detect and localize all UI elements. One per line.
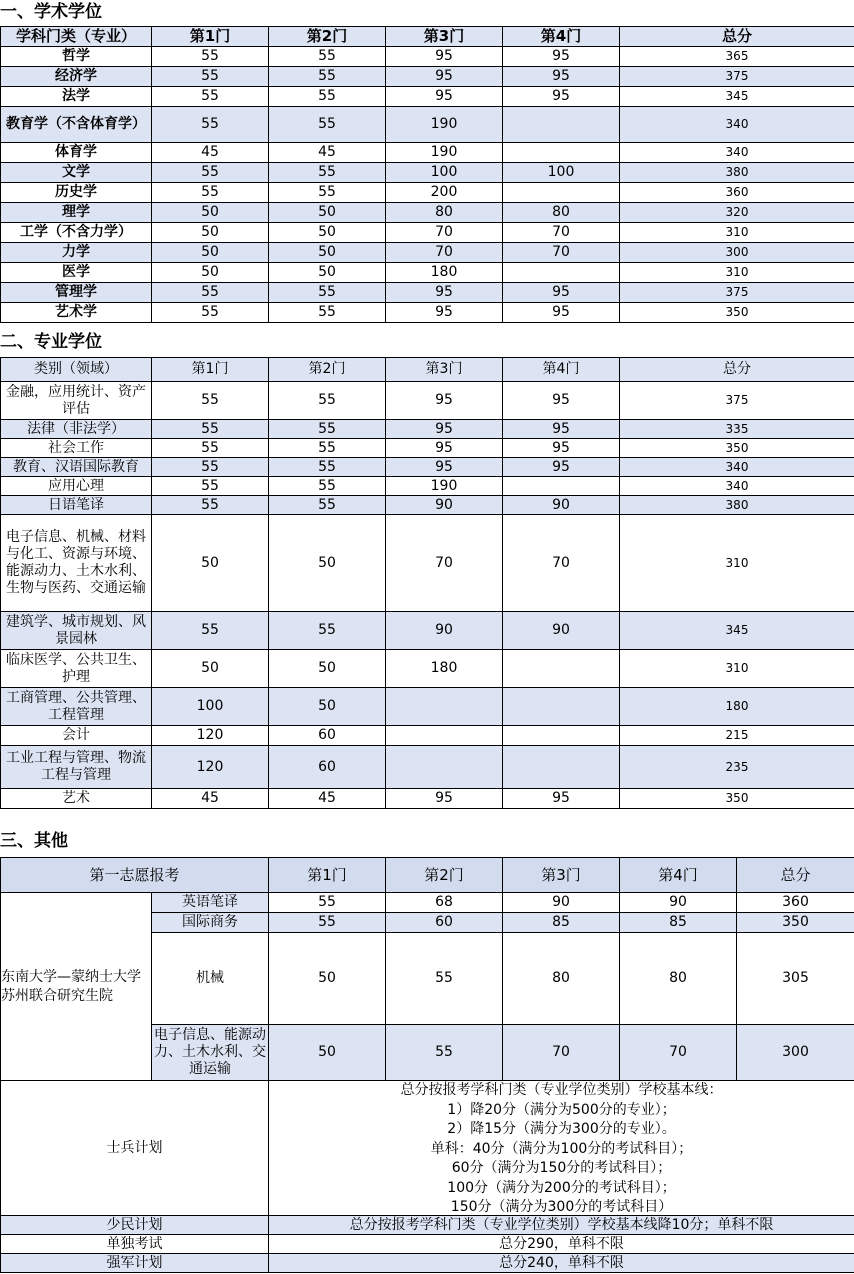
table-row (1, 1081, 854, 1216)
table-row (1, 1235, 854, 1254)
subject-score: 55 (269, 303, 386, 323)
total-score: 380 (620, 496, 854, 515)
category-name: 医学 (1, 263, 152, 283)
subject-score: 55 (152, 107, 269, 143)
subject-score: 50 (269, 243, 386, 263)
subject-score: 95 (503, 87, 620, 107)
table-row (1, 183, 854, 203)
total-score: 375 (620, 382, 854, 420)
category-name: 法律（非法学） (1, 420, 152, 439)
subject-score: 55 (152, 183, 269, 203)
subject-score: 55 (152, 87, 269, 107)
table-row (1, 243, 854, 263)
category-name: 历史学 (1, 183, 152, 203)
subject-score: 90 (386, 612, 503, 650)
subject-score: 95 (503, 382, 620, 420)
subject-score: 45 (152, 789, 269, 809)
total-score: 300 (620, 243, 854, 263)
header-cell: 第3门 (386, 358, 503, 382)
category-name: 法学 (1, 87, 152, 107)
table-row (1, 382, 854, 420)
total-score: 335 (620, 420, 854, 439)
subject-score: 55 (152, 496, 269, 515)
category-name: 工学（不含力学） (1, 223, 152, 243)
subject-score: 55 (152, 303, 269, 323)
table-cell: 90 (503, 893, 620, 913)
subject-score: 95 (386, 47, 503, 67)
subject-score (503, 477, 620, 496)
plan-rule (269, 1081, 854, 1216)
rule-line: 总分按报考学科门类（专业学位类别）学校基本线： (400, 1082, 723, 1098)
table-cell: 50 (269, 933, 386, 1025)
header-cell: 第4门 (503, 358, 620, 382)
rule-line: 1）降20分（满分为500分的专业）； (447, 1101, 676, 1118)
subject-score: 190 (386, 477, 503, 496)
subject-score (503, 726, 620, 746)
header-cell: 第1门 (152, 358, 269, 382)
institute-name: 东南大学—蒙纳士大学苏州联合研究生院 (1, 893, 152, 1081)
subject-score: 55 (152, 439, 269, 458)
subject-score: 95 (386, 382, 503, 420)
total-score: 350 (620, 439, 854, 458)
table-row (1, 283, 854, 303)
program-name: 电子信息、能源动力、土木水利、交通运输 (152, 1025, 269, 1081)
subject-score (503, 688, 620, 726)
table-row (1, 1254, 854, 1273)
table-row (1, 496, 854, 515)
subject-score: 55 (269, 47, 386, 67)
total-score: 215 (620, 726, 854, 746)
subject-score: 70 (503, 243, 620, 263)
total-score: 310 (620, 650, 854, 688)
rule-line: 100分（满分为200分的考试科目）； (447, 1179, 676, 1196)
subject-score: 95 (386, 789, 503, 809)
table-cell: 300 (737, 1025, 854, 1081)
subject-score: 45 (152, 143, 269, 163)
subject-score: 55 (269, 67, 386, 87)
subject-score (503, 107, 620, 143)
table-header-row (1, 358, 854, 382)
table-row (1, 263, 854, 283)
subject-score: 55 (152, 477, 269, 496)
subject-score: 55 (269, 283, 386, 303)
category-name: 临床医学、公共卫生、护理 (1, 650, 152, 688)
table-row (1, 87, 854, 107)
table-row (1, 515, 854, 612)
table-row (1, 1216, 854, 1235)
header-cell: 第2门 (386, 858, 503, 893)
category-name: 管理学 (1, 283, 152, 303)
table-cell: 350 (737, 913, 854, 933)
program-name: 机械 (152, 933, 269, 1025)
category-name: 经济学 (1, 67, 152, 87)
other-plans-table (0, 857, 854, 1273)
subject-score: 70 (386, 223, 503, 243)
subject-score: 55 (152, 67, 269, 87)
category-name: 体育学 (1, 143, 152, 163)
subject-score: 55 (152, 382, 269, 420)
subject-score: 90 (503, 496, 620, 515)
table-row (1, 477, 854, 496)
subject-score: 50 (269, 223, 386, 243)
subject-score: 180 (386, 263, 503, 283)
header-cell: 第1门 (152, 27, 269, 47)
header-cell: 学科门类（专业） (1, 27, 152, 47)
subject-score: 95 (503, 420, 620, 439)
table-cell: 90 (620, 893, 737, 913)
table-row (1, 746, 854, 789)
header-cell: 第3门 (503, 858, 620, 893)
subject-score: 95 (386, 303, 503, 323)
total-score: 345 (620, 87, 854, 107)
subject-score: 95 (386, 439, 503, 458)
total-score: 320 (620, 203, 854, 223)
total-score: 310 (620, 223, 854, 243)
subject-score: 50 (269, 688, 386, 726)
header-cell: 第4门 (620, 858, 737, 893)
category-name: 艺术学 (1, 303, 152, 323)
total-score: 310 (620, 263, 854, 283)
subject-score: 55 (269, 183, 386, 203)
total-score: 375 (620, 67, 854, 87)
category-name: 电子信息、机械、材料与化工、资源与环境、能源动力、土木水利、生物与医药、交通运输 (1, 515, 152, 612)
category-name: 金融，应用统计、资产评估 (1, 382, 152, 420)
table-row (1, 439, 854, 458)
subject-score: 55 (269, 612, 386, 650)
subject-score: 55 (269, 107, 386, 143)
total-score: 340 (620, 458, 854, 477)
table-row (1, 688, 854, 726)
table-cell: 80 (620, 933, 737, 1025)
subject-score: 50 (152, 223, 269, 243)
total-score: 360 (620, 183, 854, 203)
subject-score: 60 (269, 726, 386, 746)
subject-score: 50 (152, 243, 269, 263)
category-name: 文学 (1, 163, 152, 183)
section-title-academic: 一、学术学位 (0, 2, 102, 22)
table-header-row (1, 858, 854, 893)
subject-score: 55 (152, 163, 269, 183)
subject-score: 95 (503, 439, 620, 458)
subject-score: 50 (152, 650, 269, 688)
category-name: 教育学（不含体育学） (1, 107, 152, 143)
section-title-other: 三、其他 (0, 831, 68, 851)
plan-name: 单独考试 (1, 1235, 269, 1254)
subject-score: 55 (269, 496, 386, 515)
subject-score (386, 688, 503, 726)
table-cell: 85 (503, 913, 620, 933)
table-cell: 55 (386, 1025, 503, 1081)
subject-score: 55 (152, 47, 269, 67)
table-row (1, 107, 854, 143)
table-row (1, 650, 854, 688)
rule-line: 单科：40分（满分为100分的考试科目）； (430, 1140, 693, 1157)
subject-score: 50 (269, 650, 386, 688)
subject-score: 120 (152, 746, 269, 789)
plan-name: 士兵计划 (1, 1081, 269, 1216)
table-row (1, 223, 854, 243)
table-row (1, 303, 854, 323)
plan-rule: 总分按报考学科门类（专业学位类别）学校基本线降10分；单科不限 (269, 1216, 854, 1235)
subject-score: 190 (386, 107, 503, 143)
header-cell: 第2门 (269, 358, 386, 382)
subject-score: 80 (386, 203, 503, 223)
subject-score (503, 263, 620, 283)
subject-score: 55 (152, 612, 269, 650)
subject-score: 55 (269, 420, 386, 439)
subject-score: 55 (152, 420, 269, 439)
subject-score: 100 (386, 163, 503, 183)
rule-line: 2）降15分（满分为300分的专业）。 (447, 1121, 676, 1137)
academic-degree-table (0, 26, 854, 323)
table-row (1, 612, 854, 650)
subject-score: 95 (503, 458, 620, 477)
header-cell: 第1门 (269, 858, 386, 893)
total-score: 235 (620, 746, 854, 789)
plan-name: 强军计划 (1, 1254, 269, 1273)
subject-score: 50 (269, 203, 386, 223)
category-name: 力学 (1, 243, 152, 263)
subject-score: 200 (386, 183, 503, 203)
program-name: 国际商务 (152, 913, 269, 933)
program-name: 英语笔译 (152, 893, 269, 913)
table-cell: 68 (386, 893, 503, 913)
subject-score: 70 (503, 223, 620, 243)
subject-score: 100 (503, 163, 620, 183)
subject-score (386, 726, 503, 746)
subject-score: 50 (269, 515, 386, 612)
subject-score: 95 (503, 283, 620, 303)
subject-score: 95 (386, 87, 503, 107)
subject-score: 120 (152, 726, 269, 746)
table-cell: 55 (269, 913, 386, 933)
subject-score: 95 (386, 67, 503, 87)
subject-score: 95 (386, 283, 503, 303)
table-row (1, 203, 854, 223)
subject-score: 95 (386, 420, 503, 439)
subject-score: 50 (152, 203, 269, 223)
table-row (1, 789, 854, 809)
table-cell: 55 (386, 933, 503, 1025)
category-name: 社会工作 (1, 439, 152, 458)
subject-score: 190 (386, 143, 503, 163)
table-cell: 60 (386, 913, 503, 933)
total-score: 340 (620, 107, 854, 143)
subject-score: 70 (386, 243, 503, 263)
header-cell: 总分 (737, 858, 854, 893)
table-cell: 50 (269, 1025, 386, 1081)
total-score: 345 (620, 612, 854, 650)
category-name: 会计 (1, 726, 152, 746)
total-score: 350 (620, 303, 854, 323)
table-cell: 85 (620, 913, 737, 933)
subject-score (386, 746, 503, 789)
category-name: 理学 (1, 203, 152, 223)
total-score: 340 (620, 143, 854, 163)
section-title-professional: 二、专业学位 (0, 332, 102, 352)
category-name: 哲学 (1, 47, 152, 67)
subject-score: 50 (152, 263, 269, 283)
subject-score: 55 (269, 439, 386, 458)
header-cell: 类别（领域） (1, 358, 152, 382)
category-name: 工商管理、公共管理、工程管理 (1, 688, 152, 726)
table-row (1, 143, 854, 163)
subject-score: 55 (269, 458, 386, 477)
subject-score: 90 (503, 612, 620, 650)
subject-score: 100 (152, 688, 269, 726)
category-name: 日语笔译 (1, 496, 152, 515)
header-cell: 第一志愿报考 (1, 858, 269, 893)
table-row (1, 893, 854, 913)
subject-score: 95 (503, 303, 620, 323)
subject-score: 95 (503, 789, 620, 809)
category-name: 教育、汉语国际教育 (1, 458, 152, 477)
plan-name: 少民计划 (1, 1216, 269, 1235)
table-cell: 80 (503, 933, 620, 1025)
header-cell: 总分 (620, 27, 854, 47)
subject-score: 55 (152, 458, 269, 477)
header-cell: 总分 (620, 358, 854, 382)
total-score: 350 (620, 789, 854, 809)
header-cell: 第2门 (269, 27, 386, 47)
subject-score: 70 (503, 515, 620, 612)
total-score: 340 (620, 477, 854, 496)
table-cell: 70 (503, 1025, 620, 1081)
plan-rule: 总分240，单科不限 (269, 1254, 854, 1273)
subject-score: 95 (503, 47, 620, 67)
table-cell: 70 (620, 1025, 737, 1081)
subject-score: 60 (269, 746, 386, 789)
table-row (1, 163, 854, 183)
subject-score: 55 (269, 477, 386, 496)
table-row (1, 726, 854, 746)
rule-line: 150分（满分为300分的考试科目） (450, 1199, 673, 1214)
table-row (1, 458, 854, 477)
subject-score: 95 (503, 67, 620, 87)
subject-score: 55 (269, 163, 386, 183)
subject-score (503, 650, 620, 688)
subject-score: 45 (269, 143, 386, 163)
table-row (1, 67, 854, 87)
header-cell: 第3门 (386, 27, 503, 47)
total-score: 365 (620, 47, 854, 67)
subject-score: 80 (503, 203, 620, 223)
category-name: 建筑学、城市规划、风景园林 (1, 612, 152, 650)
total-score: 375 (620, 283, 854, 303)
table-cell: 360 (737, 893, 854, 913)
total-score: 310 (620, 515, 854, 612)
subject-score: 45 (269, 789, 386, 809)
table-header-row (1, 27, 854, 47)
subject-score: 70 (386, 515, 503, 612)
subject-score: 55 (269, 382, 386, 420)
header-cell: 第4门 (503, 27, 620, 47)
total-score: 180 (620, 688, 854, 726)
rule-line: 60分（满分为150分的考试科目）； (451, 1160, 672, 1176)
subject-score: 90 (386, 496, 503, 515)
table-row (1, 420, 854, 439)
subject-score (503, 746, 620, 789)
table-cell: 305 (737, 933, 854, 1025)
subject-score: 50 (269, 263, 386, 283)
total-score: 380 (620, 163, 854, 183)
table-row (1, 47, 854, 67)
subject-score: 50 (152, 515, 269, 612)
subject-score: 95 (386, 458, 503, 477)
professional-degree-table (0, 357, 854, 809)
subject-score: 55 (152, 283, 269, 303)
category-name: 应用心理 (1, 477, 152, 496)
subject-score (503, 183, 620, 203)
subject-score: 55 (269, 87, 386, 107)
subject-score: 180 (386, 650, 503, 688)
table-cell: 55 (269, 893, 386, 913)
plan-rule: 总分290，单科不限 (269, 1235, 854, 1254)
category-name: 工业工程与管理、物流工程与管理 (1, 746, 152, 789)
category-name: 艺术 (1, 789, 152, 809)
subject-score (503, 143, 620, 163)
